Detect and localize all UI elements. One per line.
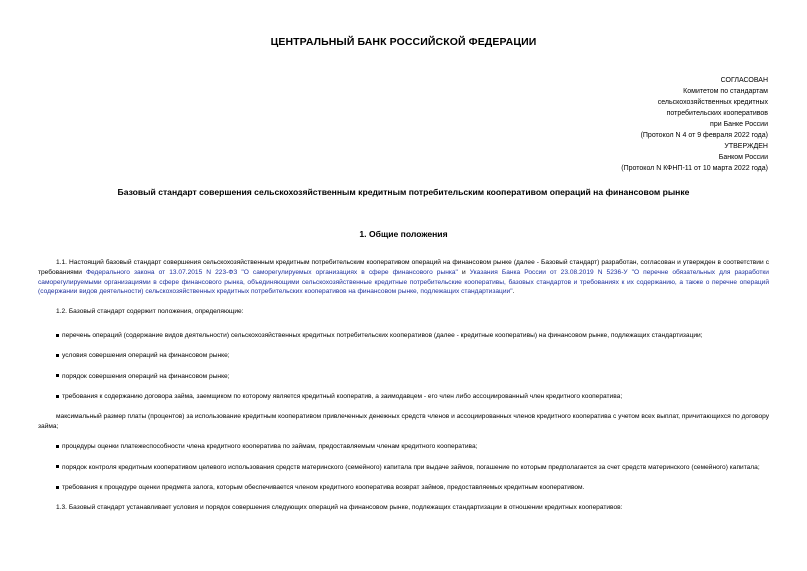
approval-line: СОГЛАСОВАН bbox=[720, 77, 768, 84]
list-item-text: максимальный размер платы (процентов) за использование кредитным кооперативом привлеченных денежных средств членов и ассоциированных членов кредитного кооператива с учетом всех выплат, причитающихся по договору займа; bbox=[38, 413, 769, 430]
list-item bbox=[38, 483, 769, 493]
list-item-text: требования к процедуре оценки предмета залога, которым обеспечивается членом кредитного кооператива возврат займов, предоставляемых кредитным кооперативом. bbox=[62, 483, 585, 491]
bullet-icon bbox=[56, 445, 59, 448]
paragraph-text: 1.1. Настоящий базовый стандарт совершения сельскохозяйственным кредитным потребительским кооперативом операций на финансовом рынке (далее - Базовый стандарт) разработан, согласован и утвержден в соответствии с требованиями bbox=[38, 259, 769, 276]
bank-directive-link[interactable]: Указания Банка России от 23.08.2019 N 5236-У "О перечне обязательных для разработки саморегулируемыми организациями в сфере финансового рынка, объединяющими сельскохозяйственные кредитные потребительские кооперативы, базовых стандартов и требованиях к их содержанию, а также о перечне операций (содержании видов деятельности) сельскохозяйственных кредитных потребительских кооперативов на финансовом рынке, подлежащих стандартизации" bbox=[38, 268, 769, 296]
organization-title: ЦЕНТРАЛЬНЫЙ БАНК РОССИЙСКОЙ ФЕДЕРАЦИИ bbox=[270, 36, 537, 48]
approval-line: (Протокол N КФНП-11 от 10 марта 2022 года) bbox=[621, 165, 768, 172]
list-item-text: процедуры оценки платежеспособности члена кредитного кооператива по займам, предоставляемым членам кредитного кооператива; bbox=[62, 443, 478, 451]
list-item-text: перечень операций (содержание видов деятельности) сельскохозяйственных кредитных потребительских кооперативов (далее - кредитные кооперативы) на финансовом рынке, подлежащих стандартизации; bbox=[62, 331, 703, 339]
approval-block bbox=[508, 75, 768, 174]
bullet-icon bbox=[56, 465, 59, 468]
bullet-icon bbox=[56, 354, 59, 357]
document-title: Базовый стандарт совершения сельскохозяйственным кредитным потребительским кооперативом операций на финансовом рынке bbox=[117, 187, 690, 197]
list-item bbox=[38, 463, 769, 473]
list-item bbox=[38, 351, 769, 361]
list-item bbox=[38, 331, 769, 341]
paragraph-1-1 bbox=[38, 258, 769, 297]
federal-law-link[interactable]: Федерального закона от 13.07.2015 N 223-ФЗ "О саморегулируемых организациях в сфере финансового рынка" bbox=[86, 268, 458, 276]
bullet-icon bbox=[56, 395, 59, 398]
approval-line: сельскохозяйственных кредитных bbox=[657, 99, 768, 106]
bullet-icon bbox=[56, 334, 59, 337]
paragraph-1-2: 1.2. Базовый стандарт содержит положения, определяющие: bbox=[56, 308, 244, 316]
document-body bbox=[38, 258, 769, 513]
approval-line: (Протокол N 4 от 9 февраля 2022 года) bbox=[640, 132, 768, 139]
paragraph-text: и bbox=[457, 268, 470, 276]
section-title: 1. Общие положения bbox=[359, 229, 448, 239]
list-item-text: условия совершения операций на финансовом рынке; bbox=[62, 352, 230, 360]
list-item bbox=[38, 442, 769, 452]
list-item-text: требования к содержанию договора займа, заемщиком по которому является кредитный кооператив, а заимодавцем - его член либо ассоциированный член кредитного кооператива; bbox=[62, 392, 623, 400]
list-item bbox=[38, 392, 769, 402]
paragraph-text: . bbox=[512, 288, 515, 296]
bullet-icon bbox=[56, 486, 59, 489]
approval-line: Комитетом по стандартам bbox=[683, 88, 768, 95]
paragraph-1-3: 1.3. Базовый стандарт устанавливает условия и порядок совершения следующих операций на финансовом рынке, подлежащих стандартизации в отношении кредитных кооперативов: bbox=[56, 504, 623, 512]
approval-line: при Банке России bbox=[710, 121, 768, 128]
list-item bbox=[38, 412, 769, 432]
list-item bbox=[38, 372, 769, 382]
list-item-text: порядок контроля кредитным кооперативом целевого использования средств материнского (семейного) капитала при выдаче займов, погашение по которым предполагается за счет средств материнского (семейного) капитала; bbox=[62, 463, 760, 471]
approval-line: Банком России bbox=[718, 154, 768, 161]
approval-line: потребительских кооперативов bbox=[666, 110, 768, 117]
list-item-text: порядок совершения операций на финансовом рынке; bbox=[62, 372, 230, 380]
approval-line: УТВЕРЖДЕН bbox=[724, 143, 768, 150]
bullet-icon bbox=[56, 374, 59, 377]
